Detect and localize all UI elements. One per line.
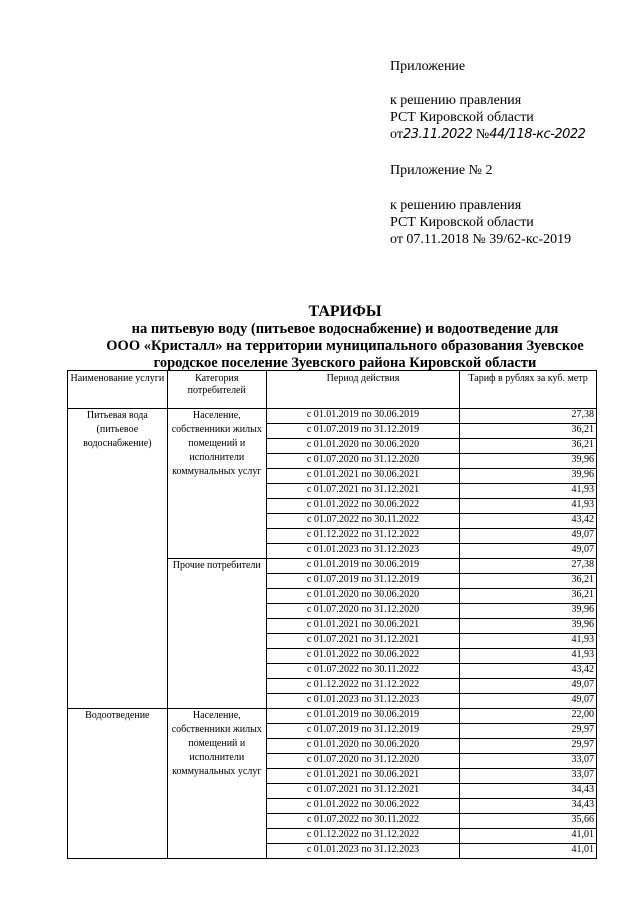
- handwritten-date: 23.11.2022: [402, 127, 473, 142]
- tariff-cell: 22,00: [460, 709, 597, 724]
- period-cell: с 01.12.2022 по 31.12.2022: [266, 829, 459, 844]
- tariff-cell: 36,21: [460, 439, 597, 454]
- tariff-cell: 41,93: [460, 484, 597, 499]
- period-cell: с 01.07.2022 по 30.11.2022: [266, 664, 459, 679]
- table-body: [68, 409, 597, 859]
- period-cell: с 01.07.2019 по 31.12.2019: [266, 574, 459, 589]
- period-cell: с 01.01.2020 по 30.06.2020: [266, 589, 459, 604]
- category-cell: Население, собственники жилых помещений и исполнители коммунальных услуг: [167, 409, 266, 559]
- tariff-cell: 43,42: [460, 514, 597, 529]
- table-row: [68, 709, 597, 724]
- period-cell: с 01.07.2021 по 31.12.2021: [266, 484, 459, 499]
- appendix-text: Приложение: [390, 59, 466, 74]
- period-cell: с 01.01.2022 по 30.06.2022: [266, 799, 459, 814]
- tariff-cell: 39,96: [460, 469, 597, 484]
- service-cell: Водоотведение: [68, 709, 168, 859]
- handwritten-number: 44/118-кс-2022: [489, 127, 586, 142]
- decision-line-1: к решению правления: [390, 93, 522, 108]
- tariff-cell: 41,01: [460, 844, 597, 859]
- decision-line-3: [390, 126, 585, 143]
- appendix-label: [390, 58, 465, 75]
- title-heading: ТАРИФЫ: [308, 303, 382, 320]
- period-cell: с 01.01.2021 по 30.06.2021: [266, 469, 459, 484]
- tariff-cell: 33,07: [460, 754, 597, 769]
- tariff-cell: 34,43: [460, 799, 597, 814]
- tariff-cell: 43,42: [460, 664, 597, 679]
- period-cell: с 01.01.2022 по 30.06.2022: [266, 649, 459, 664]
- header-tariff: Тариф в рублях за куб. метр: [460, 371, 597, 409]
- tariff-cell: 36,21: [460, 589, 597, 604]
- decision-from: от: [390, 127, 403, 142]
- period-cell: с 01.07.2020 по 31.12.2020: [266, 754, 459, 769]
- period-cell: с 01.01.2021 по 30.06.2021: [266, 619, 459, 634]
- appendix2-line-3: от 07.11.2018 № 39/62-кс-2019: [390, 232, 572, 247]
- period-cell: с 01.12.2022 по 31.12.2022: [266, 679, 459, 694]
- tariff-cell: 36,21: [460, 574, 597, 589]
- period-cell: с 01.01.2023 по 31.12.2023: [266, 844, 459, 859]
- tariff-cell: 41,01: [460, 829, 597, 844]
- tariff-cell: 41,93: [460, 499, 597, 514]
- period-cell: с 01.01.2020 по 30.06.2020: [266, 739, 459, 754]
- tariff-cell: 36,21: [460, 424, 597, 439]
- period-cell: с 01.01.2023 по 31.12.2023: [266, 544, 459, 559]
- appendix2-text: Приложение № 2: [390, 163, 493, 178]
- category-cell: Население, собственники жилых помещений и исполнители коммунальных услуг: [167, 709, 266, 859]
- tariff-cell: 27,38: [460, 559, 597, 574]
- period-cell: с 01.07.2020 по 31.12.2020: [266, 454, 459, 469]
- tariff-cell: 39,96: [460, 619, 597, 634]
- tariff-cell: 49,07: [460, 544, 597, 559]
- tariff-cell: 35,66: [460, 814, 597, 829]
- period-cell: с 01.01.2019 по 30.06.2019: [266, 559, 459, 574]
- tariff-cell: 41,93: [460, 634, 597, 649]
- number-sign: №: [475, 127, 490, 142]
- period-cell: с 01.07.2019 по 31.12.2019: [266, 724, 459, 739]
- appendix2-label: [390, 162, 493, 179]
- header-period: Период действия: [266, 371, 459, 409]
- header-category: Категория потребителей: [167, 371, 266, 409]
- decision-line-2: РСТ Кировской области: [390, 110, 534, 125]
- period-cell: с 01.07.2020 по 31.12.2020: [266, 604, 459, 619]
- tariff-cell: 33,07: [460, 769, 597, 784]
- title-line-3: городское поселение Зуевского района Кировской области: [153, 355, 537, 371]
- period-cell: с 01.01.2020 по 30.06.2020: [266, 439, 459, 454]
- tariff-cell: 39,96: [460, 454, 597, 469]
- title-line-2: ООО «Кристалл» на территории муниципального образования Зуевское: [106, 338, 584, 354]
- period-cell: с 01.07.2022 по 30.11.2022: [266, 514, 459, 529]
- category-cell: Прочие потребители: [167, 559, 266, 709]
- tariffs-table: [67, 370, 597, 859]
- tariff-cell: 29,97: [460, 724, 597, 739]
- period-cell: с 01.07.2021 по 31.12.2021: [266, 634, 459, 649]
- period-cell: с 01.07.2022 по 30.11.2022: [266, 814, 459, 829]
- tariff-cell: 39,96: [460, 604, 597, 619]
- period-cell: с 01.01.2023 по 31.12.2023: [266, 694, 459, 709]
- document-title: [60, 303, 630, 372]
- tariff-cell: 49,07: [460, 679, 597, 694]
- decision-reference: [390, 92, 585, 143]
- appendix2-reference: [390, 197, 571, 248]
- tariff-cell: 49,07: [460, 529, 597, 544]
- period-cell: с 01.01.2019 по 30.06.2019: [266, 709, 459, 724]
- tariff-cell: 34,43: [460, 784, 597, 799]
- header-service: Наименование услуги: [68, 371, 168, 409]
- appendix2-line-2: РСТ Кировской области: [390, 215, 534, 230]
- tariff-cell: 41,93: [460, 649, 597, 664]
- tariff-cell: 27,38: [460, 409, 597, 424]
- period-cell: с 01.07.2019 по 31.12.2019: [266, 424, 459, 439]
- tariff-cell: 49,07: [460, 694, 597, 709]
- period-cell: с 01.07.2021 по 31.12.2021: [266, 784, 459, 799]
- period-cell: с 01.01.2021 по 30.06.2021: [266, 769, 459, 784]
- tariff-cell: 29,97: [460, 739, 597, 754]
- period-cell: с 01.01.2022 по 30.06.2022: [266, 499, 459, 514]
- title-line-1: на питьевую воду (питьевое водоснабжение) и водоотведение для: [131, 321, 559, 337]
- table-row: [68, 409, 597, 424]
- appendix2-line-1: к решению правления: [390, 198, 522, 213]
- period-cell: с 01.01.2019 по 30.06.2019: [266, 409, 459, 424]
- table-header-row: [68, 371, 597, 409]
- service-cell: Питьевая вода (питьевое водоснабжение): [68, 409, 168, 709]
- period-cell: с 01.12.2022 по 31.12.2022: [266, 529, 459, 544]
